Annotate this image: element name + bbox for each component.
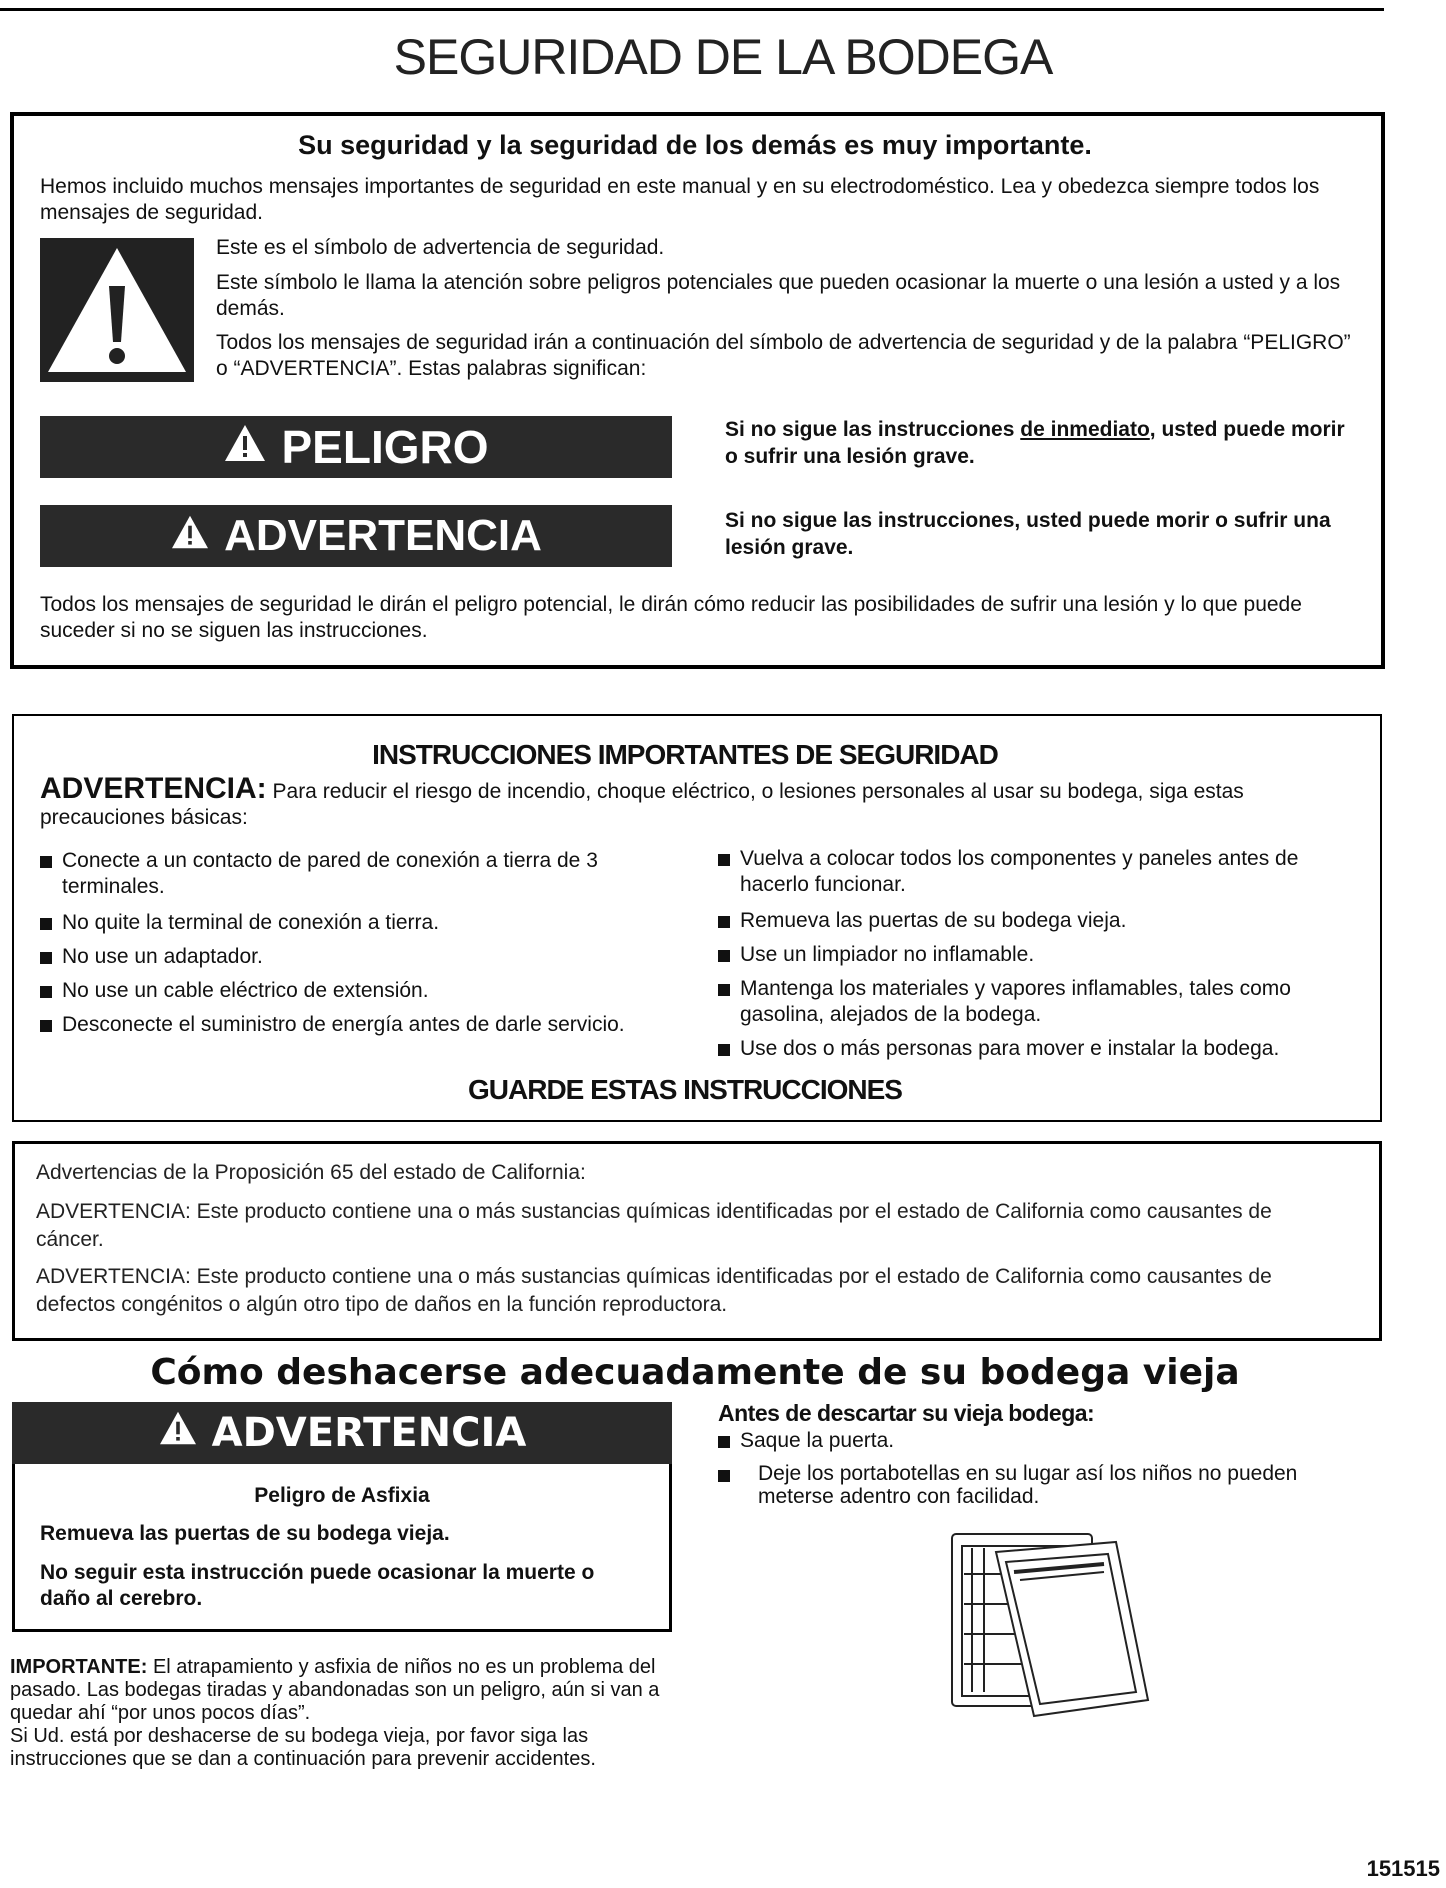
- list-item: Remueva las puertas de su bodega vieja.: [718, 908, 1358, 934]
- advertencia-label: ADVERTENCIA: [224, 511, 542, 560]
- prop65-line2: ADVERTENCIA: Este producto contiene una o más sustancias químicas identificadas por el estado de California como causantes de defectos congénitos o algún otro tipo de daños en la función reproductora.: [36, 1265, 1272, 1316]
- hazard-title: Peligro de Asfixia: [254, 1484, 430, 1507]
- list-item: Desconecte el suministro de energía antes de darle servicio.: [40, 1012, 680, 1038]
- peligro-text: [725, 416, 1355, 470]
- important-text: El atrapamiento y asfixia de niños no es un problema del pasado. Las bodegas tiradas y abandonadas son un peligro, aún si van a quedar ahí “por unos pocos días”.: [10, 1656, 660, 1724]
- before-discard-heading: Antes de descartar su vieja bodega:: [718, 1400, 1095, 1426]
- list-item: No quite la terminal de conexión a tierra.: [40, 910, 680, 936]
- right-precautions-list: [718, 846, 1358, 1070]
- page-number: 151515: [1366, 1856, 1440, 1881]
- disposal-heading: Cómo deshacerse adecuadamente de su bodega vieja: [150, 1352, 1240, 1393]
- left-precautions-list: [40, 848, 680, 1046]
- important-label: IMPORTANTE:: [10, 1656, 148, 1678]
- prop65-line1: ADVERTENCIA: Este producto contiene una o más sustancias químicas identificadas por el estado de California como causantes de cáncer.: [36, 1200, 1272, 1251]
- important-note: [10, 1656, 670, 1771]
- save-instructions: GUARDE ESTAS INSTRUCCIONES: [468, 1074, 902, 1105]
- peligro-text-a: Si no sigue las instrucciones: [725, 418, 1021, 441]
- safety-footer: Todos los mensajes de seguridad le dirán el peligro potencial, le dirán cómo reducir las posibilidades de sufrir una lesión y lo que puede suceder si no se siguen las instrucciones.: [40, 593, 1302, 642]
- before-discard-list: [718, 1428, 1358, 1516]
- symbol-line1: Este es el símbolo de advertencia de seguridad.: [216, 236, 665, 259]
- advertencia-bar: [40, 505, 672, 567]
- instructions-warning-label: ADVERTENCIA:: [40, 772, 267, 805]
- safety-alert-icon: [40, 238, 194, 382]
- instructions-heading: INSTRUCCIONES IMPORTANTES DE SEGURIDAD: [372, 739, 998, 770]
- list-item: Use dos o más personas para mover e instalar la bodega.: [718, 1036, 1358, 1062]
- warning-triangle-icon: [223, 420, 267, 474]
- symbol-line2: Este símbolo le llama la atención sobre peligros potenciales que pueden ocasionar la muerte o una lesión a usted y a los demás.: [216, 271, 1341, 320]
- peligro-bar: [40, 416, 672, 478]
- warning-triangle-icon: [158, 1410, 198, 1456]
- disposal-advertencia-label: ADVERTENCIA: [211, 1410, 527, 1456]
- warning-triangle-icon: [170, 511, 210, 561]
- list-item: Use un limpiador no inflamable.: [718, 942, 1358, 968]
- list-item: Vuelva a colocar todos los componentes y paneles antes de hacerlo funcionar.: [718, 846, 1358, 898]
- page-title: SEGURIDAD DE LA BODEGA: [393, 29, 1053, 85]
- instructions-warning-text: Para reducir el riesgo de incendio, choque eléctrico, o lesiones personales al usar su bodega, siga estas precauciones básicas:: [40, 780, 1244, 829]
- prop65-title: Advertencias de la Proposición 65 del estado de California:: [36, 1161, 586, 1184]
- safety-heading: Su seguridad y la seguridad de los demás es muy importante.: [298, 130, 1092, 160]
- consequence-text: No seguir esta instrucción puede ocasionar la muerte o daño al cerebro.: [40, 1561, 595, 1610]
- symbol-line3: Todos los mensajes de seguridad irán a continuación del símbolo de advertencia de seguridad y de la palabra “PELIGRO” o “ADVERTENCIA”. Estas palabras significan:: [216, 331, 1351, 380]
- peligro-text-b: , usted puede morir o sufrir una lesión grave.: [725, 418, 1345, 468]
- list-item: No use un adaptador.: [40, 944, 680, 970]
- list-item: Mantenga los materiales y vapores inflamables, tales como gasolina, alejados de la bodega.: [718, 976, 1358, 1028]
- list-item: Saque la puerta.: [718, 1428, 1358, 1454]
- remove-doors-text: Remueva las puertas de su bodega vieja.: [40, 1522, 450, 1545]
- top-rule: [0, 8, 1384, 11]
- safety-intro: Hemos incluido muchos mensajes importantes de seguridad en este manual y en su electrodoméstico. Lea y obedezca siempre todos los mensajes de seguridad.: [40, 175, 1320, 224]
- advertencia-text: Si no sigue las instrucciones, usted puede morir o sufrir una lesión grave.: [725, 509, 1331, 559]
- instructions-warning: [40, 772, 1360, 831]
- peligro-text-underlined: de inmediato: [1020, 418, 1150, 441]
- cooler-illustration: [944, 1524, 1154, 1724]
- list-item: Conecte a un contacto de pared de conexión a tierra de 3 terminales.: [40, 848, 680, 900]
- list-item: No use un cable eléctrico de extensión.: [40, 978, 680, 1004]
- peligro-label: PELIGRO: [281, 421, 489, 473]
- list-item: Deje los portabotellas en su lugar así los niños no pueden meterse adentro con facilidad.: [718, 1462, 1358, 1508]
- important-text2: Si Ud. está por deshacerse de su bodega vieja, por favor siga las instrucciones que se dan a continuación para prevenir accidentes.: [10, 1725, 596, 1770]
- disposal-advertencia-bar: [12, 1402, 672, 1464]
